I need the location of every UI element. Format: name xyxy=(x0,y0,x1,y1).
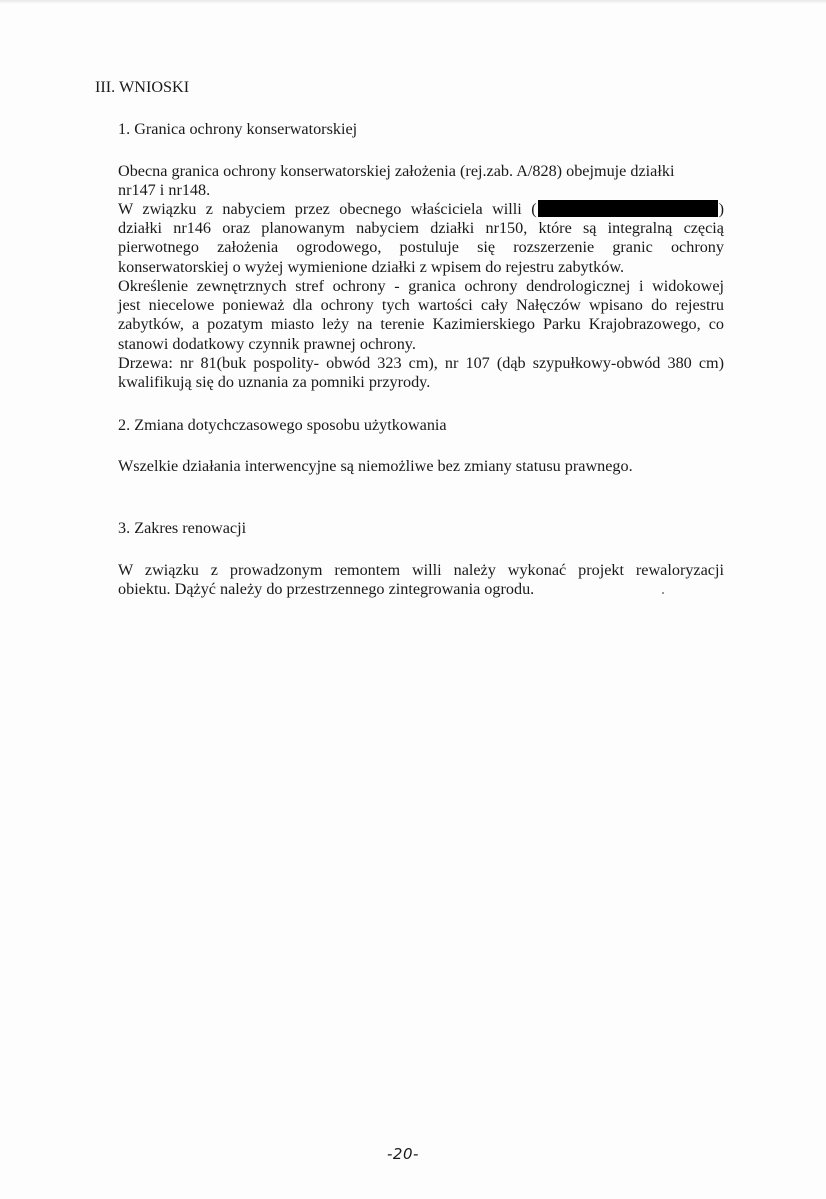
item-3-line-1: W związku z prowadzonym remontem willi należy wykonać projekt rewaloryzacji xyxy=(118,561,724,579)
item-2-text: Wszelkie działania interwencyjne są niemożliwe bez zmiany statusu prawnego. xyxy=(118,457,633,475)
item-3-line-2: obiektu. Dążyć należy do przestrzennego zintegrowania ogrodu. xyxy=(118,580,535,598)
page-number: -20- xyxy=(387,1145,419,1163)
item-1-line-2: nr147 i nr148. xyxy=(118,181,211,199)
redaction-block xyxy=(538,200,718,217)
item-1-line-6: konserwatorskiej o wyżej wymienione działki z wpisem do rejestru zabytków. xyxy=(118,258,625,276)
item-3-title: 3. Zakres renowacji xyxy=(118,519,247,537)
item-2-title: 2. Zmiana dotychczasowego sposobu użytkowania xyxy=(118,416,447,434)
item-1-line-10: stanowi dodatkowy czynnik prawnej ochrony. xyxy=(118,335,416,353)
item-1-line-4: działki nr146 oraz planowanym nabyciem działki nr150, które są integralną częcią xyxy=(118,219,724,237)
scan-top-edge xyxy=(0,0,826,4)
item-1-line-11: Drzewa: nr 81(buk pospolity- obwód 323 cm), nr 107 (dąb szypułkowy-obwód 380 cm) xyxy=(118,354,724,372)
item-1-line-12: kwalifikują się do uznania za pomniki przyrody. xyxy=(118,373,431,391)
item-1-line-9: zabytków, a pozatym miasto leży na terenie Kazimierskiego Parku Krajobrazowego, co xyxy=(118,315,724,333)
item-1-title: 1. Granica ochrony konserwatorskiej xyxy=(118,120,358,138)
item-1-line-3 xyxy=(118,199,724,219)
item-1-line-8: jest niecelowe ponieważ dla ochrony tych wartości cały Nałęczów wpisano do rejestru xyxy=(118,296,724,314)
section-heading: III. WNIOSKI xyxy=(95,78,190,96)
item-1-line-3-text: W związku z nabyciem przez obecnego właściciela willi ( xyxy=(118,200,537,218)
item-1-line-1: Obecna granica ochrony konserwatorskiej założenia (rej.zab. A/828) obejmuje działki xyxy=(118,162,675,180)
scan-speck xyxy=(662,592,664,594)
redaction-close-paren: ) xyxy=(718,200,724,218)
item-1-line-5: pierwotnego założenia ogrodowego, postuluje się rozszerzenie granic ochrony xyxy=(118,238,724,256)
item-1-line-7: Określenie zewnętrznych stref ochrony - granica ochrony dendrologicznej i widokowej xyxy=(118,277,724,295)
